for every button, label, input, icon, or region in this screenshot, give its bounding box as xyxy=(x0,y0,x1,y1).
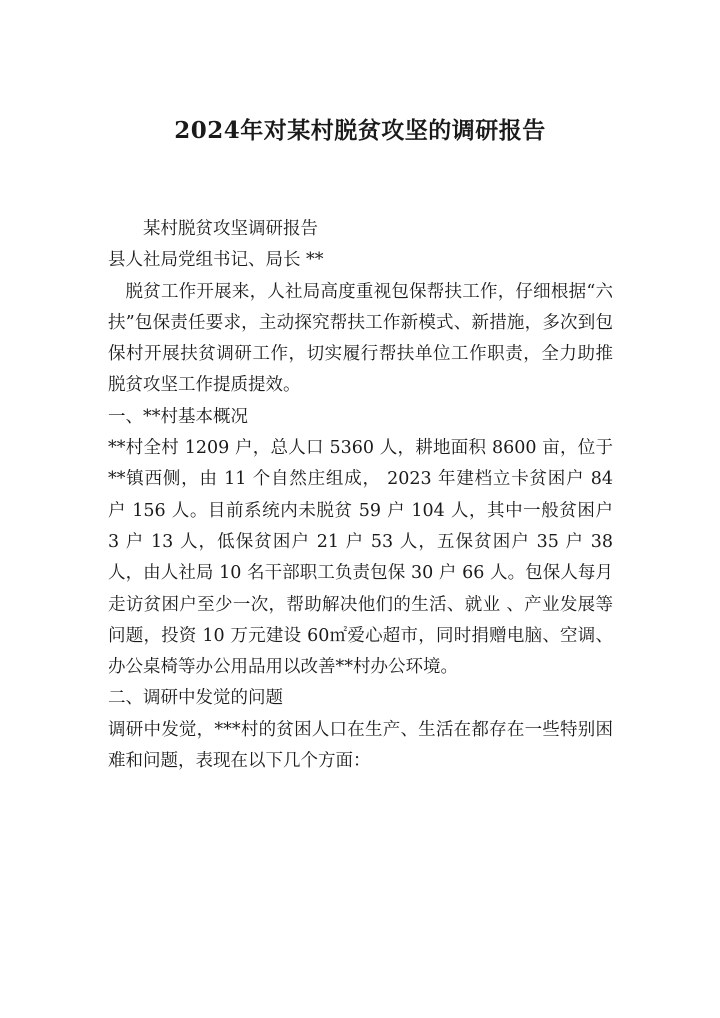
paragraph-overview: **村全村 1209 户，总人口 5360 人，耕地面积 8600 亩，位于**镇西侧，由 11 个自然庄组成， 2023 年建档立卡贫困户 84 户 156 人。目前系统内未脱贫 59 户 104 人，其中一般贫困户 3 户 13 人，低保贫困户 21 户 53 人，五保贫困户 35 户 38 人，由人社局 10 名干部职工负责包保 30 户 66 人。包保人每月走访贫困户至少一次，帮助解决他们的生活、就业 、产业发展等问题，投资 10 万元建设 60㎡爱心超市，同时捐赠电脑、空调、办公桌椅等办公用品用以改善**村办公环境。 xyxy=(108,438,613,678)
author-line: 县人社局党组书记、局长 ** xyxy=(108,250,324,271)
paragraph-problems: 调研中发觉，***村的贫困人口在生产、生活在都存在一些特别困难和问题，表现在以下几个方面： xyxy=(108,719,613,772)
document-body xyxy=(108,214,613,777)
document-title: 2024年对某村脱贫攻坚的调研报告 xyxy=(174,117,546,144)
document-subtitle: 某村脱贫攻坚调研报告 xyxy=(143,219,318,239)
paragraph-intro: 脱贫工作开展来，人社局高度重视包保帮扶工作，仔细根据“六扶”包保责任要求，主动探究帮扶工作新模式、新措施，多次到包保村开展扶贫调研工作，切实履行帮扶单位工作职责，全力助推脱贫攻坚工作提质提效。 xyxy=(108,281,613,396)
section-heading-1: 一、**村基本概况 xyxy=(108,406,248,427)
section-heading-2: 二、调研中发觉的问题 xyxy=(108,688,283,709)
